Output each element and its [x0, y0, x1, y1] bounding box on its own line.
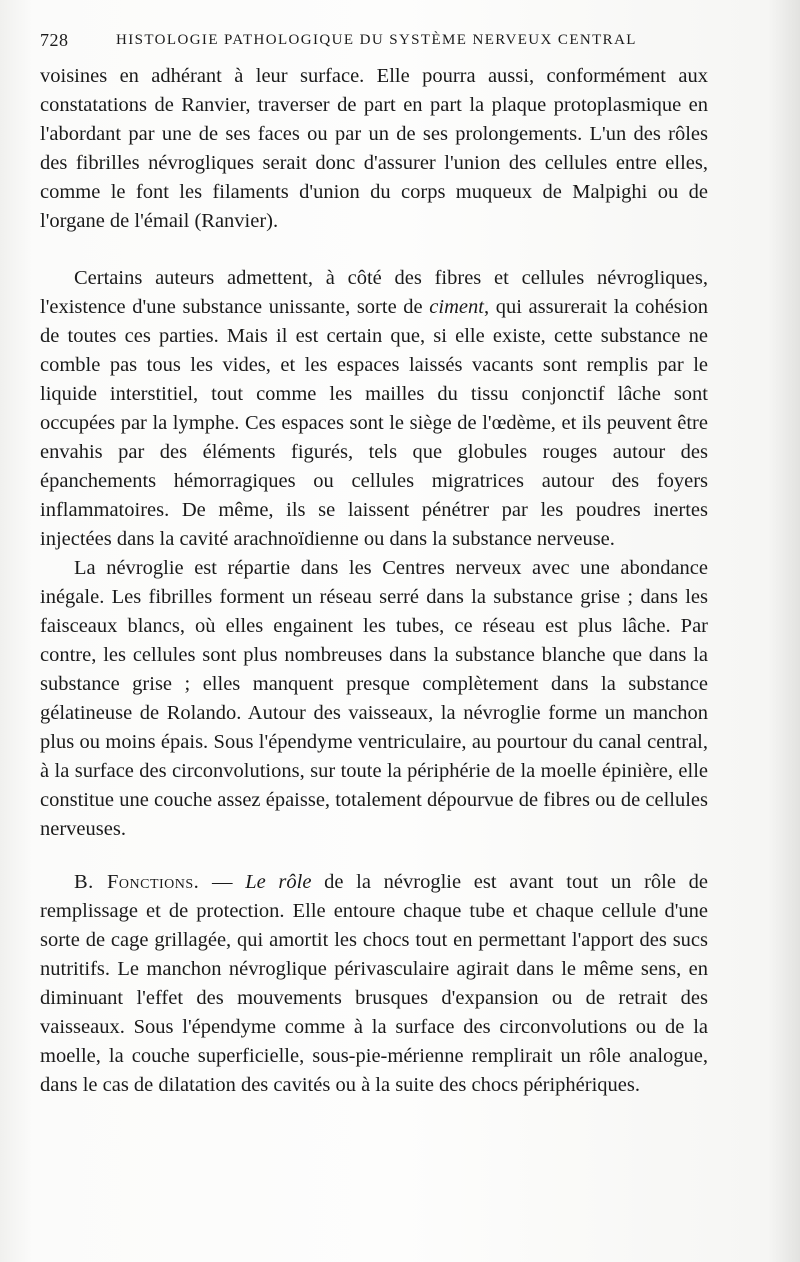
paragraph-continuation: voisines en adhérant à leur surface. Elle pourra aussi, conformément aux constatations de Ranvier, traverser de part en part la plaque protoplasmique en l'abordant par une de ses faces ou par un de ses prolongements. L'un des rôles des fibrilles névrogliques serait donc d'assurer l'union des cellules entre elles, comme le font les filaments d'union du corps muqueux de Malpighi ou de l'organe de l'émail (Ranvier).	[40, 65, 708, 232]
section-label: B. Fonctions.	[74, 871, 200, 893]
emphasis-le-role: Le rôle	[245, 871, 312, 893]
body-text	[40, 62, 708, 1100]
page-number: 728	[40, 30, 69, 50]
paragraph-text: , qui assurerait la cohésion de toutes ces parties. Mais il est certain que, si elle existe, cette substance ne comble pas tous les vides, et les espaces laissés vacants sont remplis par le liquide interstitiel, tout comme les mailles du tissu conjonctif lâche sont occupées par la lymphe. Ces espaces sont le siège de l'œdème, et ils peuvent être envahis par des éléments figurés, tels que globules rouges autour des épanchements hémorragiques ou cellules migratrices autour des foyers inflammatoires. De même, ils se laissent pénétrer par les poudres inertes injectées dans la cavité arachnoïdienne ou dans la substance nerveuse.	[40, 296, 708, 550]
paragraph-repartition: La névroglie est répartie dans les Centres nerveux avec une abondance inégale. Les fibrilles forment un réseau serré dans la substance grise ; dans les faisceaux blancs, où elles engainent les tubes, ce réseau est plus lâche. Par contre, les cellules sont plus nombreuses dans la substance blanche que dans la substance grise ; elles manquent presque complètement dans la substance gélatineuse de Rolando. Autour des vaisseaux, la névroglie forme un manchon plus ou moins épais. Sous l'épendyme ventriculaire, au pourtour du canal central, à la surface des circonvolutions, sur toute la périphérie de la moelle épinière, elle constitue une couche assez épaisse, totalement dépourvue de fibres ou de cellules nerveuses.	[40, 557, 708, 840]
emphasis-ciment: ciment	[429, 296, 484, 318]
em-dash: —	[199, 871, 246, 893]
running-head	[40, 30, 680, 54]
running-title: HISTOLOGIE PATHOLOGIQUE DU SYSTÈME NERVEUX CENTRAL	[116, 32, 637, 48]
paragraph-text: Certains auteurs admettent, à côté des fibres et cellules névrogliques, l'existence d'une substance unissante, sorte de	[40, 267, 708, 318]
paragraph-fonctions	[40, 868, 708, 1100]
paragraph-text: de la névroglie est avant tout un rôle de remplissage et de protection. Elle entoure chaque tube et chaque cellule d'une sorte de cage grillagée, qui amortit les chocs tout en permettant l'apport des sucs nutritifs. Le manchon névroglique périvasculaire agirait dans le même sens, en diminuant l'effet des mouvements brusques d'expansion ou de retrait des vaisseaux. Sous l'épendyme comme à la surface des circonvolutions ou de la moelle, la couche superficielle, sous-pie-mérienne remplirait un rôle analogue, dans le cas de dilatation des cavités ou à la suite des chocs périphériques.	[40, 871, 708, 1096]
paragraph-ciment	[40, 264, 708, 554]
